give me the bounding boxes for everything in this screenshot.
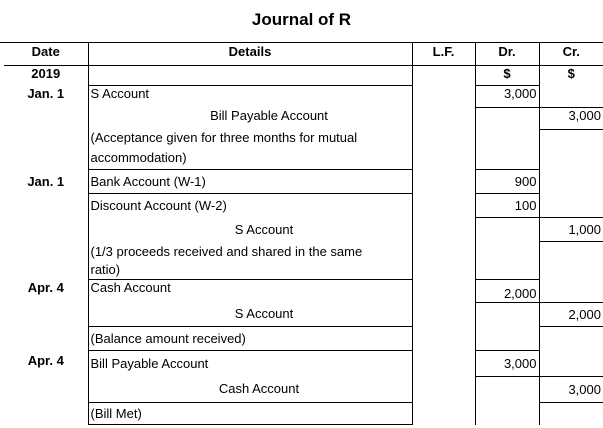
year-cell: 2019 — [4, 66, 88, 86]
cr-amount: 2,000 — [539, 303, 603, 327]
entry-date: Apr. 4 — [27, 279, 64, 295]
header-details: Details — [88, 42, 412, 66]
year-row — [4, 66, 603, 86]
entry-1-line-1 — [4, 86, 603, 108]
header-row — [4, 42, 603, 66]
entry-1-line-4 — [4, 150, 603, 170]
entry-2-line-4 — [4, 242, 603, 262]
journal-title: Journal of R — [251, 10, 352, 29]
dr-amount: 2,000 — [475, 280, 539, 303]
entry-4-line-2 — [4, 377, 603, 403]
entry-1-line-2 — [4, 108, 603, 130]
year-details-blank — [88, 66, 412, 86]
entry-2-line-3 — [4, 218, 603, 242]
header-date: Date — [31, 44, 60, 59]
entry-3-line-3 — [4, 327, 603, 351]
narration-line: (Bill Met) — [88, 403, 412, 425]
debit-account: Bank Account (W-1) — [88, 170, 412, 194]
credit-account: S Account — [88, 303, 412, 327]
entry-date: Apr. 4 — [27, 352, 64, 368]
debit-account: S Account — [88, 86, 412, 108]
entry-2-line-1 — [4, 170, 603, 194]
dr-amount: 3,000 — [475, 351, 539, 377]
cr-amount: 3,000 — [539, 377, 603, 403]
entry-2-line-5 — [4, 262, 603, 280]
narration-line: (1/3 proceeds received and shared in the same — [88, 242, 412, 262]
debit-account: Discount Account (W-2) — [88, 194, 412, 218]
dr-amount: 3,000 — [475, 86, 539, 108]
narration-line: (Balance amount received) — [88, 327, 412, 351]
dr-currency: $ — [475, 66, 539, 86]
debit-account: Cash Account — [88, 280, 412, 303]
entry-4-line-1 — [4, 351, 603, 377]
journal-title-bar — [0, 0, 603, 43]
narration-line: ratio) — [88, 262, 412, 280]
narration-line: accommodation) — [88, 150, 412, 170]
entry-1-line-3 — [4, 130, 603, 150]
header-cr: Cr. — [539, 42, 603, 66]
journal-table — [4, 42, 603, 425]
dr-amount: 900 — [475, 170, 539, 194]
entry-2-line-2 — [4, 194, 603, 218]
year-lf-blank — [412, 66, 475, 86]
credit-account: S Account — [88, 218, 412, 242]
entry-3-line-1 — [4, 280, 603, 303]
entry-date: Jan. 1 — [27, 85, 65, 101]
entry-3-line-2 — [4, 303, 603, 327]
narration-line: (Acceptance given for three months for mutual — [88, 130, 412, 150]
credit-account: Cash Account — [88, 377, 412, 403]
header-lf: L.F. — [412, 42, 475, 66]
cr-currency: $ — [539, 66, 603, 86]
header-dr: Dr. — [475, 42, 539, 66]
credit-account: Bill Payable Account — [88, 108, 412, 130]
cr-amount: 3,000 — [539, 108, 603, 130]
debit-account: Bill Payable Account — [88, 351, 412, 377]
cr-amount: 1,000 — [539, 218, 603, 242]
entry-date: Jan. 1 — [27, 173, 65, 189]
dr-amount: 100 — [475, 194, 539, 218]
entry-4-line-3 — [4, 403, 603, 425]
